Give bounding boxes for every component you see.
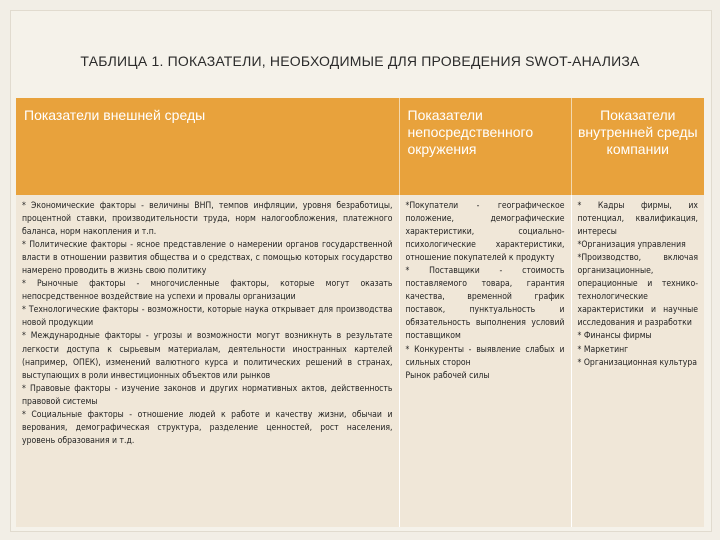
- cell-external-factors: * Экономические факторы - величины ВНП, темпов инфляции, уровня безработицы, процентной ставки, производительности труда, норм налогообложения, платежного баланса, норм накопления и т.п. * Политические факторы - ясное представление о намерении органов государственной власти в отношении развития общества и о средствах, с помощью которых государство намерено проводить в жизнь свою политику * Рыночные факторы - многочисленные факторы, которые могут оказать непосредственное воздействие на успехи и провалы организации * Технологические факторы - возможности, которые наука открывает для производства новой продукции * Международные факторы - угрозы и возможности могут возникнуть в результате легкости доступа к сырьевым материалам, деятельности иностранных картелей (например, ОПЕК), изменений валютного курса и политических решений в странах, выступающих в роли инвестиционных объектов или рынков * Правовые факторы - изучение законов и других нормативных актов, действенность правовой системы * Социальные факторы - отношение людей к работе и качеству жизни, обычаи и верования, демографическая структура, разделение ценностей, рост населения, уровень образования и т.д.: [16, 195, 399, 527]
- swot-indicators-table: [16, 98, 704, 527]
- header-immediate-environment: Показатели непосредственного окружения: [399, 98, 571, 195]
- table-header-row: [16, 98, 704, 195]
- header-external-environment: Показатели внешней среды: [16, 98, 399, 195]
- table-title: ТАБЛИЦА 1. ПОКАЗАТЕЛИ, НЕОБХОДИМЫЕ ДЛЯ ПРОВЕДЕНИЯ SWOT-АНАЛИЗА: [80, 53, 640, 69]
- table-row: [16, 195, 704, 527]
- header-internal-environment: Показатели внутренней среды компании: [571, 98, 704, 195]
- cell-internal-factors: * Кадры фирмы, их потенциал, квалификация, интересы *Организация управления *Производство, включая организационные, операционные и технико-технологические характеристики и научные исследования и разработки * Финансы фирмы * Маркетинг * Организационная культура: [571, 195, 704, 527]
- cell-immediate-factors: *Покупатели - географическое положение, демографические характеристики, социально-психологические характеристики, отношение покупателей к продукту * Поставщики - стоимость поставляемого товара, гарантия качества, временной график поставок, пунктуальность и обязательность выполнения условий поставщиком * Конкуренты - выявление слабых и сильных сторон Рынок рабочей силы: [399, 195, 571, 527]
